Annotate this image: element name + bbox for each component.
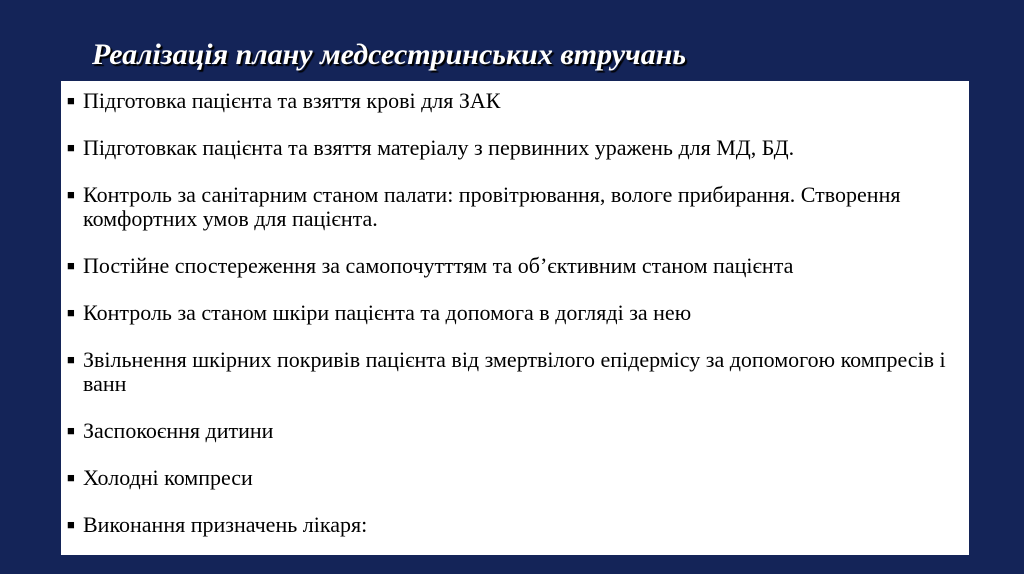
list-item (67, 419, 963, 443)
square-bullet-icon: ■ (67, 470, 75, 485)
square-bullet-icon: ■ (67, 423, 75, 438)
content-box (61, 81, 969, 555)
bullet-list (67, 89, 963, 537)
slide-title: Реалізація плану медсестринських втручань (92, 38, 687, 71)
square-bullet-icon: ■ (67, 305, 75, 320)
list-item-text: Заспокоєння дитини (83, 418, 274, 443)
list-item (67, 89, 963, 113)
square-bullet-icon: ■ (67, 258, 75, 273)
square-bullet-icon: ■ (67, 187, 75, 202)
list-item-text: Холодні компреси (83, 465, 253, 490)
list-item-text: Контроль за станом шкіри пацієнта та допомога в догляді за нею (83, 300, 692, 325)
square-bullet-icon: ■ (67, 352, 75, 367)
list-item (67, 466, 963, 490)
list-item-text: Контроль за санітарним станом палати: провітрювання, вологе прибирання. Створення комфортних умов для пацієнта. (83, 182, 901, 231)
list-item-text: Постійне спостереження за самопочутттям та об’єктивним станом пацієнта (83, 253, 794, 278)
list-item (67, 136, 963, 160)
square-bullet-icon: ■ (67, 517, 75, 532)
list-item-text: Підготовка пацієнта та взяття крові для ЗАК (83, 88, 501, 113)
square-bullet-icon: ■ (67, 140, 75, 155)
list-item (67, 183, 963, 231)
list-item (67, 513, 963, 537)
square-bullet-icon: ■ (67, 93, 75, 108)
list-item-text: Звільнення шкірних покривів пацієнта від змертвілого епідермісу за допомогою компресів і ванн (83, 347, 946, 396)
list-item (67, 348, 963, 396)
list-item (67, 254, 963, 278)
list-item-text: Підготовкак пацієнта та взяття матеріалу з первинних уражень для МД, БД. (83, 135, 795, 160)
list-item (67, 301, 963, 325)
list-item-text: Виконання призначень лікаря: (83, 512, 368, 537)
